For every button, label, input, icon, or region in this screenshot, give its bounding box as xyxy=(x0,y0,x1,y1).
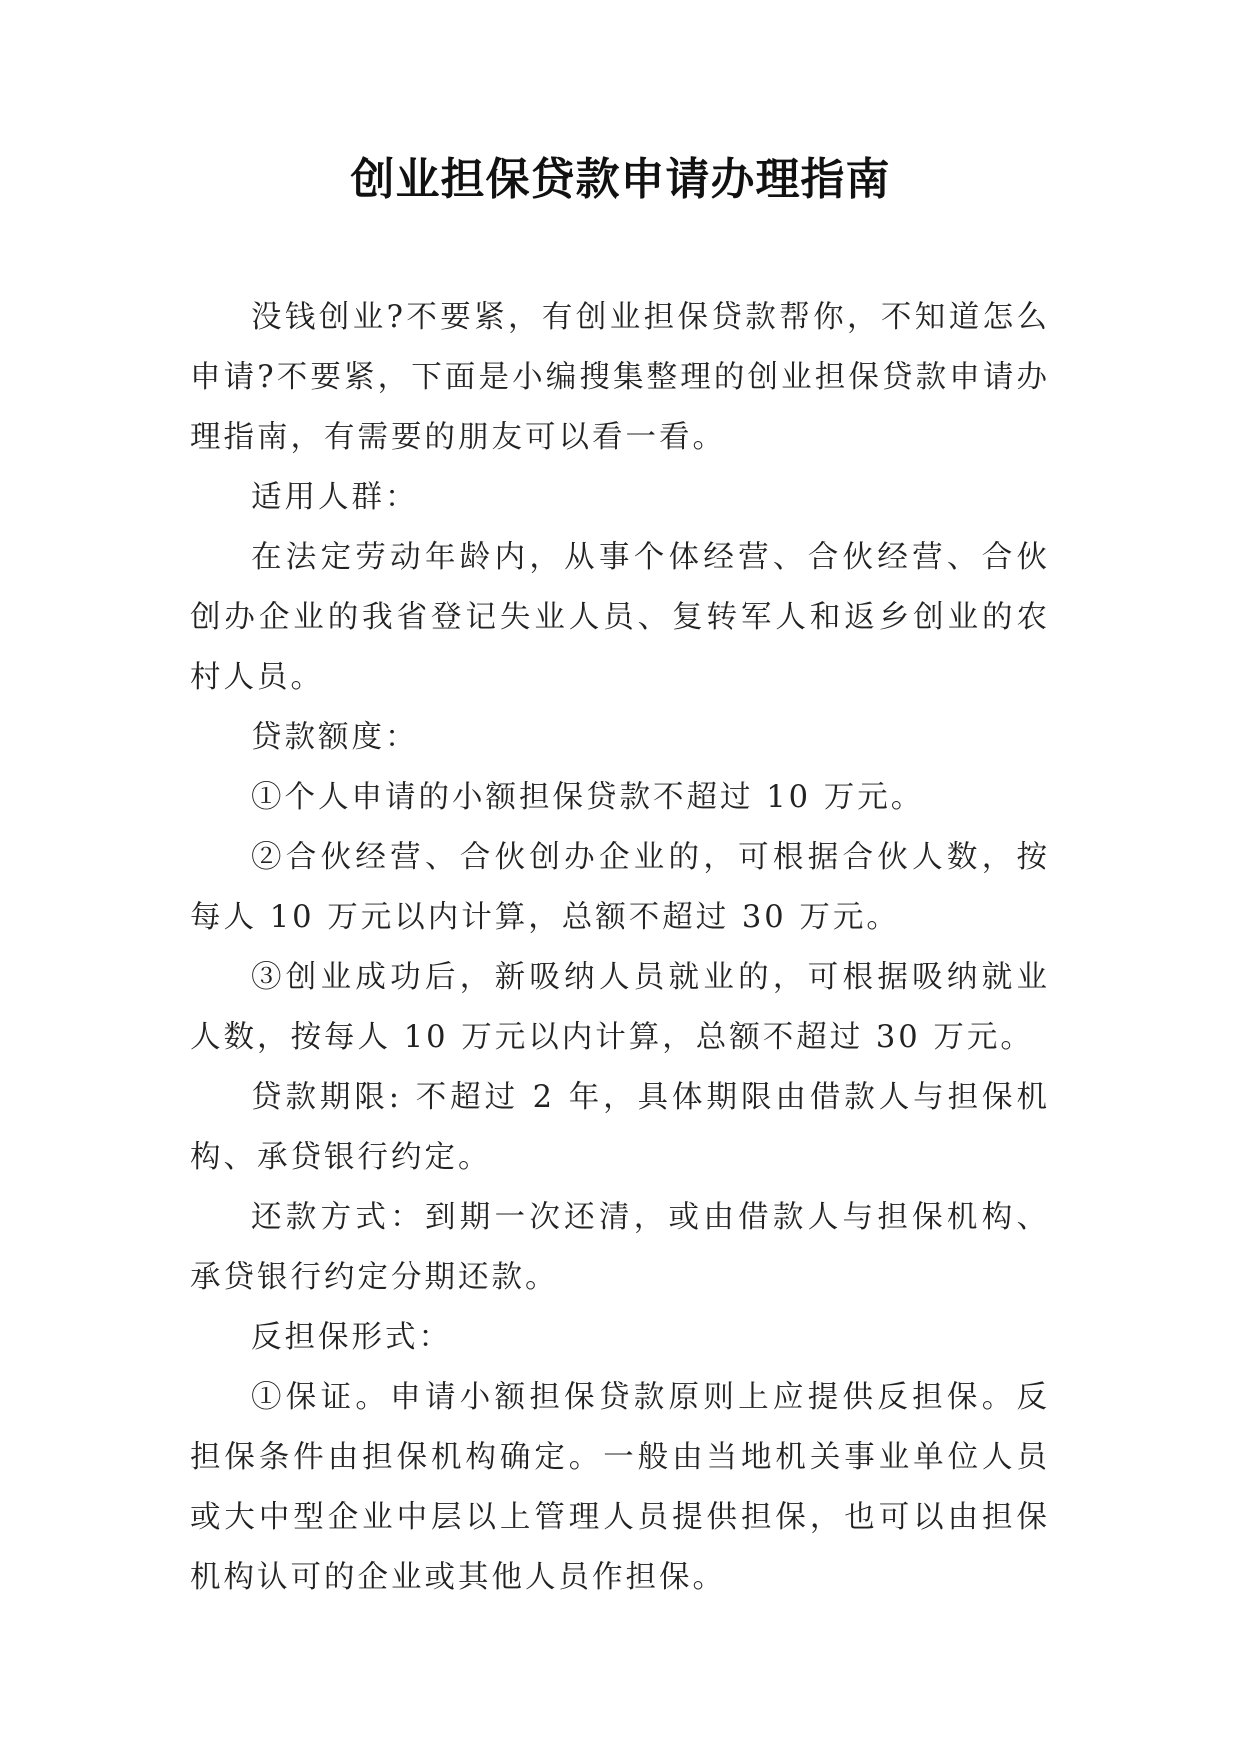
paragraph-loan-amount-3: ③创业成功后，新吸纳人员就业的，可根据吸纳就业人数，按每人 10 万元以内计算，总额不超过 30 万元。 xyxy=(190,960,1050,1055)
paragraph-counter-guarantee-1: ①保证。申请小额担保贷款原则上应提供反担保。反担保条件由担保机构确定。一般由当地机关事业单位人员或大中型企业中层以上管理人员提供担保，也可以由担保机构认可的企业或其他人员作担保。 xyxy=(190,1380,1050,1595)
paragraph-intro: 没钱创业?不要紧，有创业担保贷款帮你，不知道怎么申请?不要紧，下面是小编搜集整理的创业担保贷款申请办理指南，有需要的朋友可以看一看。 xyxy=(190,300,1050,455)
document-body xyxy=(190,288,1050,1608)
heading-applicable-people: 适用人群： xyxy=(251,480,419,515)
heading-loan-amount: 贷款额度： xyxy=(251,720,419,755)
paragraph-loan-amount-1: ①个人申请的小额担保贷款不超过 10 万元。 xyxy=(251,780,925,815)
heading-counter-guarantee: 反担保形式： xyxy=(251,1320,452,1355)
paragraph-applicable-people: 在法定劳动年龄内，从事个体经营、合伙经营、合伙创办企业的我省登记失业人员、复转军人和返乡创业的农村人员。 xyxy=(190,540,1050,695)
paragraph-loan-amount-2: ②合伙经营、合伙创办企业的，可根据合伙人数，按每人 10 万元以内计算，总额不超过 30 万元。 xyxy=(190,840,1050,935)
document-title: 创业担保贷款申请办理指南 xyxy=(350,154,891,205)
paragraph-repayment: 还款方式：到期一次还清，或由借款人与担保机构、承贷银行约定分期还款。 xyxy=(190,1200,1050,1295)
paragraph-loan-term: 贷款期限: 不超过 2 年，具体期限由借款人与担保机构、承贷银行约定。 xyxy=(190,1080,1050,1175)
